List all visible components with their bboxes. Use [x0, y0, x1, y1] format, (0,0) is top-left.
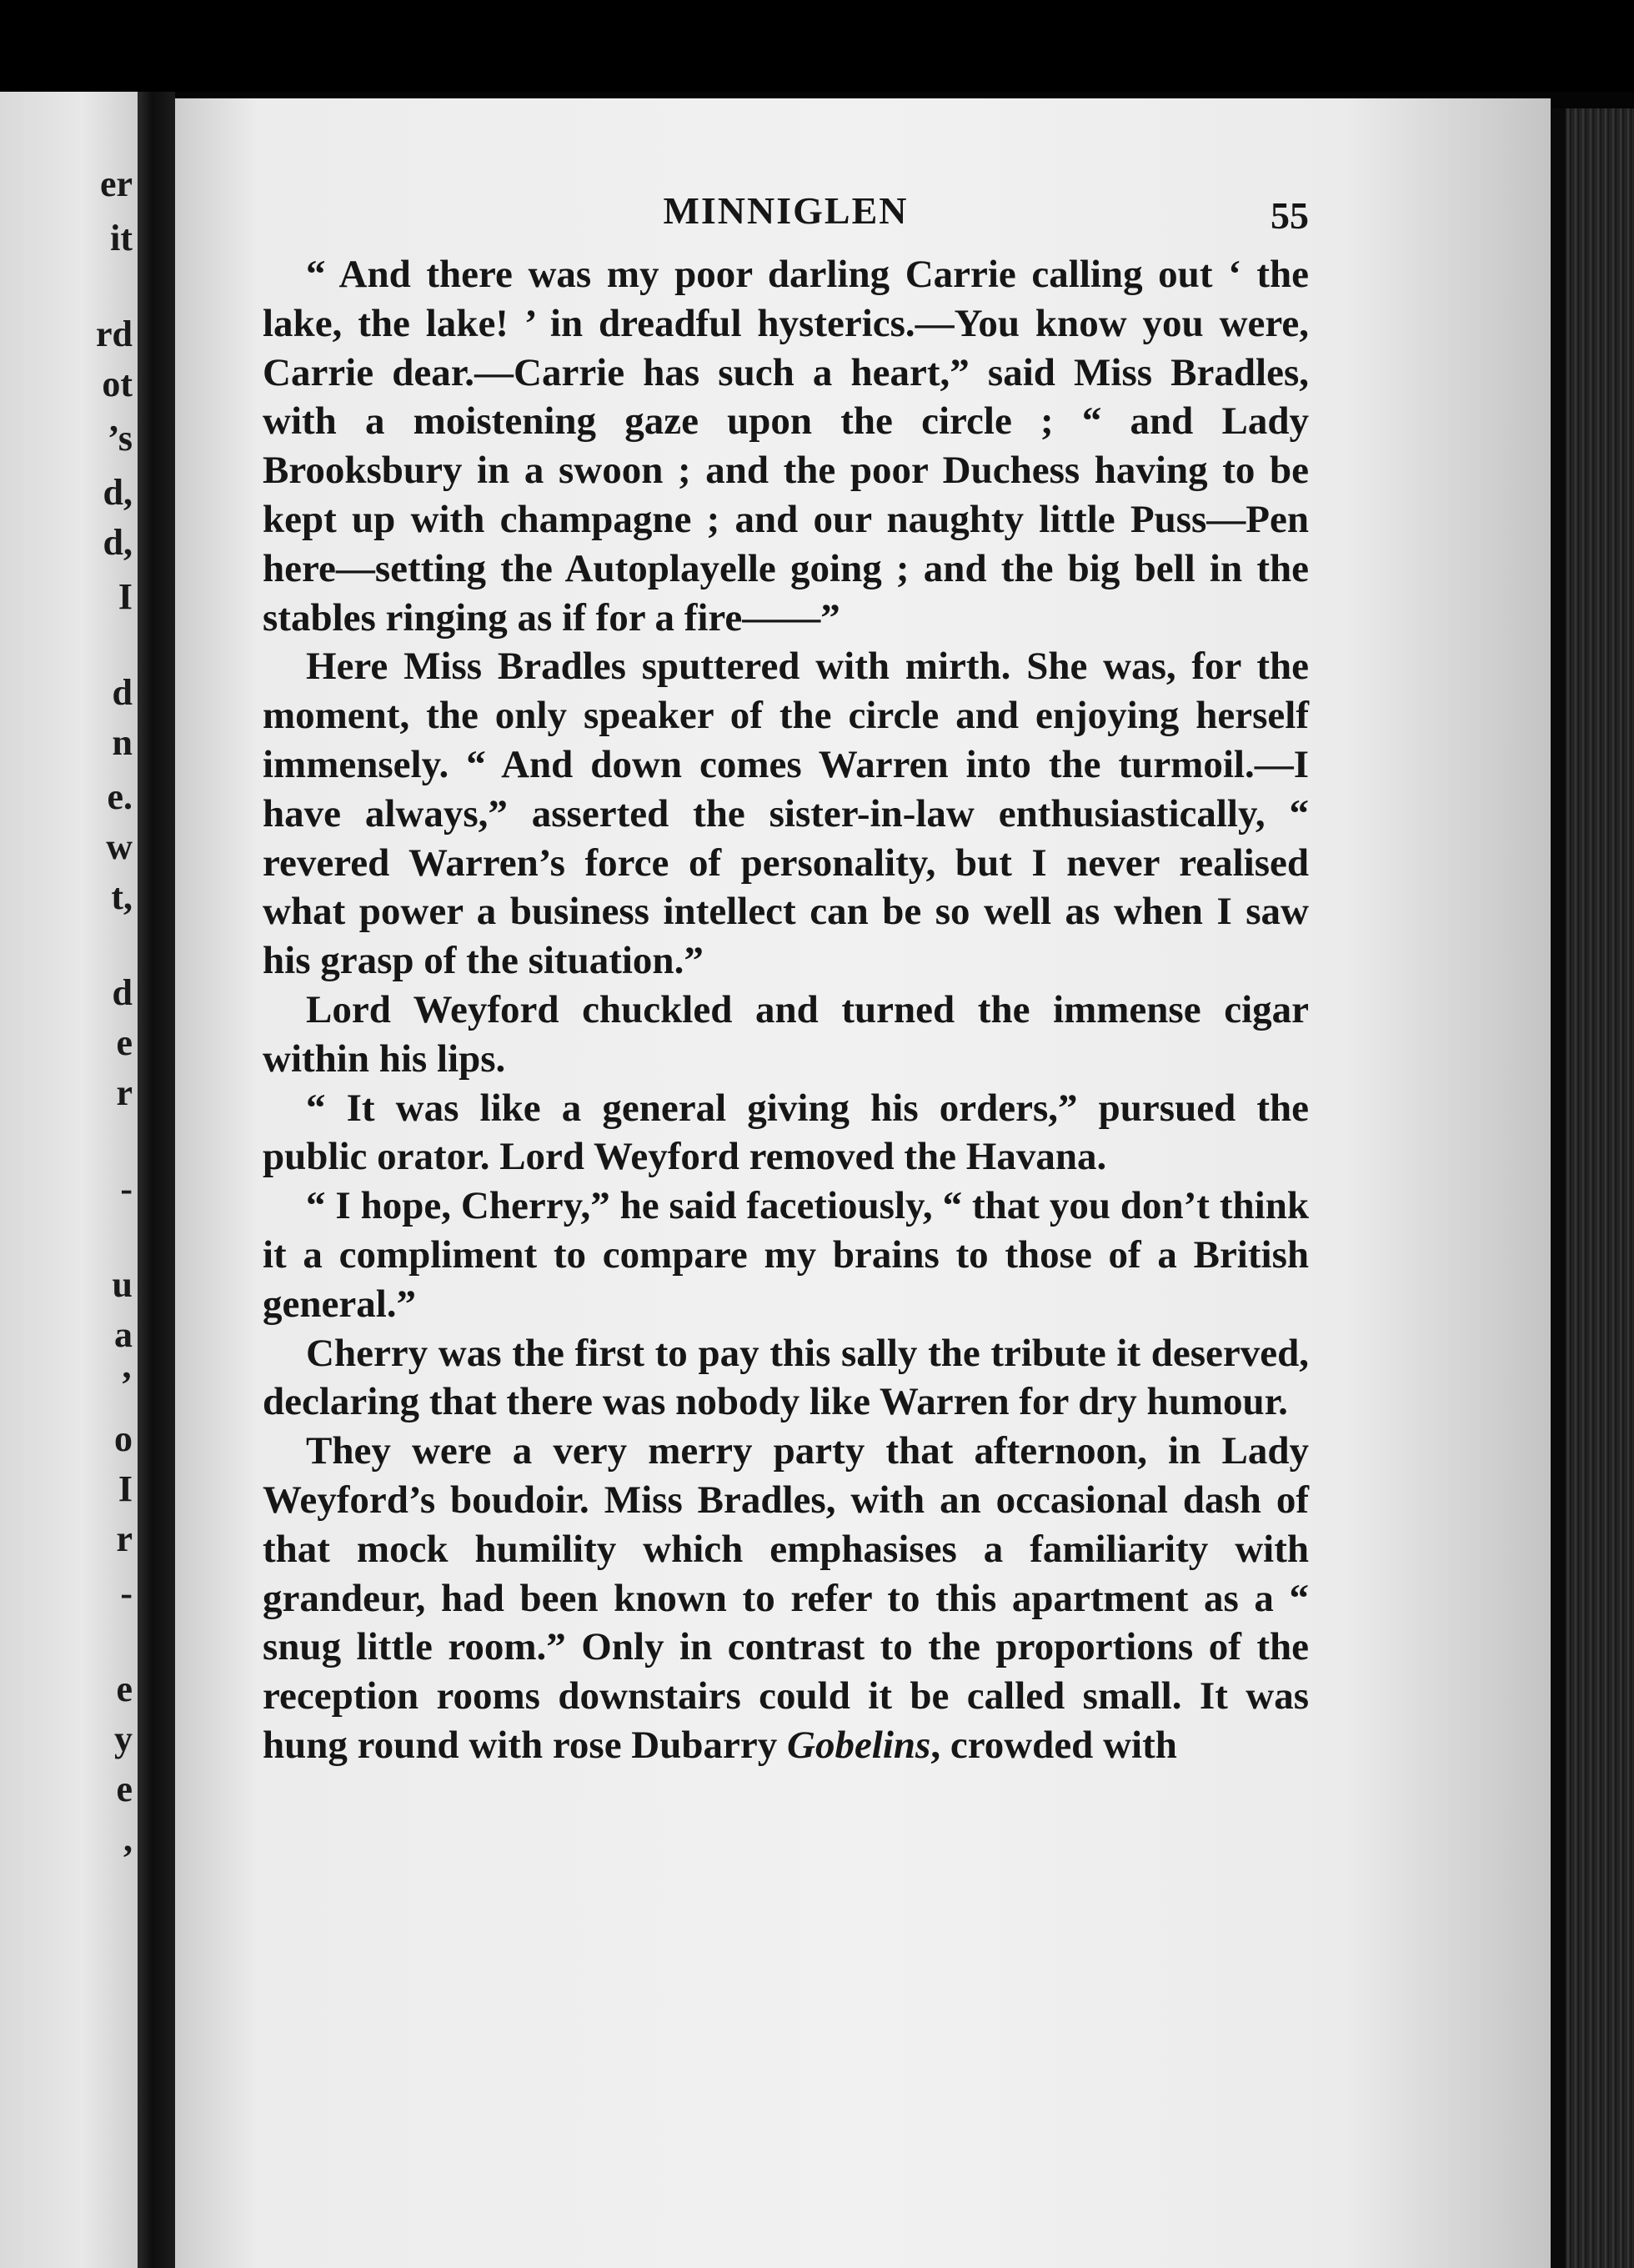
running-head: MINNIGLEN	[663, 189, 909, 232]
paragraph	[263, 1427, 1309, 1770]
left-facing-page	[0, 92, 138, 2268]
paragraph-text: , crowded with	[930, 1723, 1177, 1767]
left-page-text-fragment: ,	[123, 1819, 133, 1859]
left-page-text-fragment: w	[106, 826, 133, 867]
page-header	[263, 188, 1309, 247]
paragraph: “ It was like a general giving his orders,” pursued the public orator. Lord Weyford removed the Havana.	[263, 1086, 1309, 1179]
italic-term: Gobelins	[787, 1723, 931, 1767]
paragraph: “ I hope, Cherry,” he said facetiously, “ that you don’t think it a compliment to compare my brains to those of a British general.”	[263, 1184, 1309, 1326]
left-page-text-fragment: ’s	[107, 418, 133, 459]
left-page-text-fragment: e	[116, 1668, 133, 1709]
paragraph: “ And there was my poor darling Carrie calling out ‘ the lake, the lake! ’ in dreadful hysterics.—You know you were, Carrie dear.—Carrie has such a heart,” said Miss Bradles, with a moistening gaze upon the circle ; “ and Lady Brooksbury in a swoon ; and the poor Duchess having to be kept up with champagne ; and our naughty little Puss—Pen here—setting the Autoplayelle going ; and the big bell in the stables ringing as if for a fire——”	[263, 253, 1309, 640]
paragraph: Cherry was the first to pay this sally the tribute it deserved, declaring that there was nobody like Warren for dry humour.	[263, 1331, 1309, 1424]
book-gutter	[138, 92, 175, 2268]
left-page-text-fragment: -	[120, 1573, 133, 1613]
left-page-text-fragment: ’	[120, 1364, 133, 1405]
left-page-text-fragment: u	[112, 1264, 133, 1305]
paragraph-text: They were a very merry party that afternoon, in Lady Weyford’s boudoir. Miss Bradles, with an occasional dash of that mock humility which emphasises a familiarity with grandeur, had been known to refer to this apartment as a “ snug little room.” Only in contrast to the proportions of the reception rooms downstairs could it be called small. It was hung round with rose Dubarry	[263, 1429, 1309, 1767]
left-page-text-fragment: r	[116, 1072, 133, 1113]
left-page-text-fragment: o	[114, 1418, 133, 1459]
left-page-text-fragment: d,	[103, 522, 133, 563]
scan-top-border	[0, 0, 1634, 92]
page-number: 55	[1271, 194, 1309, 237]
left-page-text-fragment: d	[112, 972, 133, 1013]
left-page-text-fragment: t,	[111, 876, 133, 917]
left-page-text-fragment: I	[118, 576, 133, 617]
left-page-text-fragment: e	[116, 1022, 133, 1063]
left-page-text-fragment: it	[110, 218, 133, 258]
page-edges	[1551, 108, 1634, 2268]
left-page-text-fragment: e	[116, 1769, 133, 1809]
left-page-text-fragment: y	[114, 1719, 133, 1759]
paragraph: Lord Weyford chuckled and turned the immense cigar within his lips.	[263, 987, 1309, 1081]
left-page-text-fragment: r	[116, 1518, 133, 1559]
left-page-text-fragment: d,	[103, 472, 133, 513]
left-page-text-fragment: a	[114, 1314, 133, 1355]
left-page-text-fragment: e.	[107, 776, 133, 817]
left-page-text-fragment: ot	[102, 364, 133, 404]
left-page-text-fragment: -	[120, 1168, 133, 1209]
left-page-text-fragment: d	[112, 672, 133, 713]
left-page-text-fragment: I	[118, 1468, 133, 1509]
left-page-text-fragment: rd	[96, 314, 133, 354]
left-page-text-fragment: er	[99, 163, 133, 204]
left-page-text-fragment: n	[112, 722, 133, 763]
paragraph: Here Miss Bradles sputtered with mirth. She was, for the moment, the only speaker of the circle and enjoying herself immensely. “ And down comes Warren into the turmoil.—I have always,” asserted the sister-in-law enthusiastically, “ revered Warren’s force of personality, but I never realised what power a business intellect can be so well as when I saw his grasp of the situation.”	[263, 645, 1309, 983]
body-text	[263, 250, 1309, 1770]
